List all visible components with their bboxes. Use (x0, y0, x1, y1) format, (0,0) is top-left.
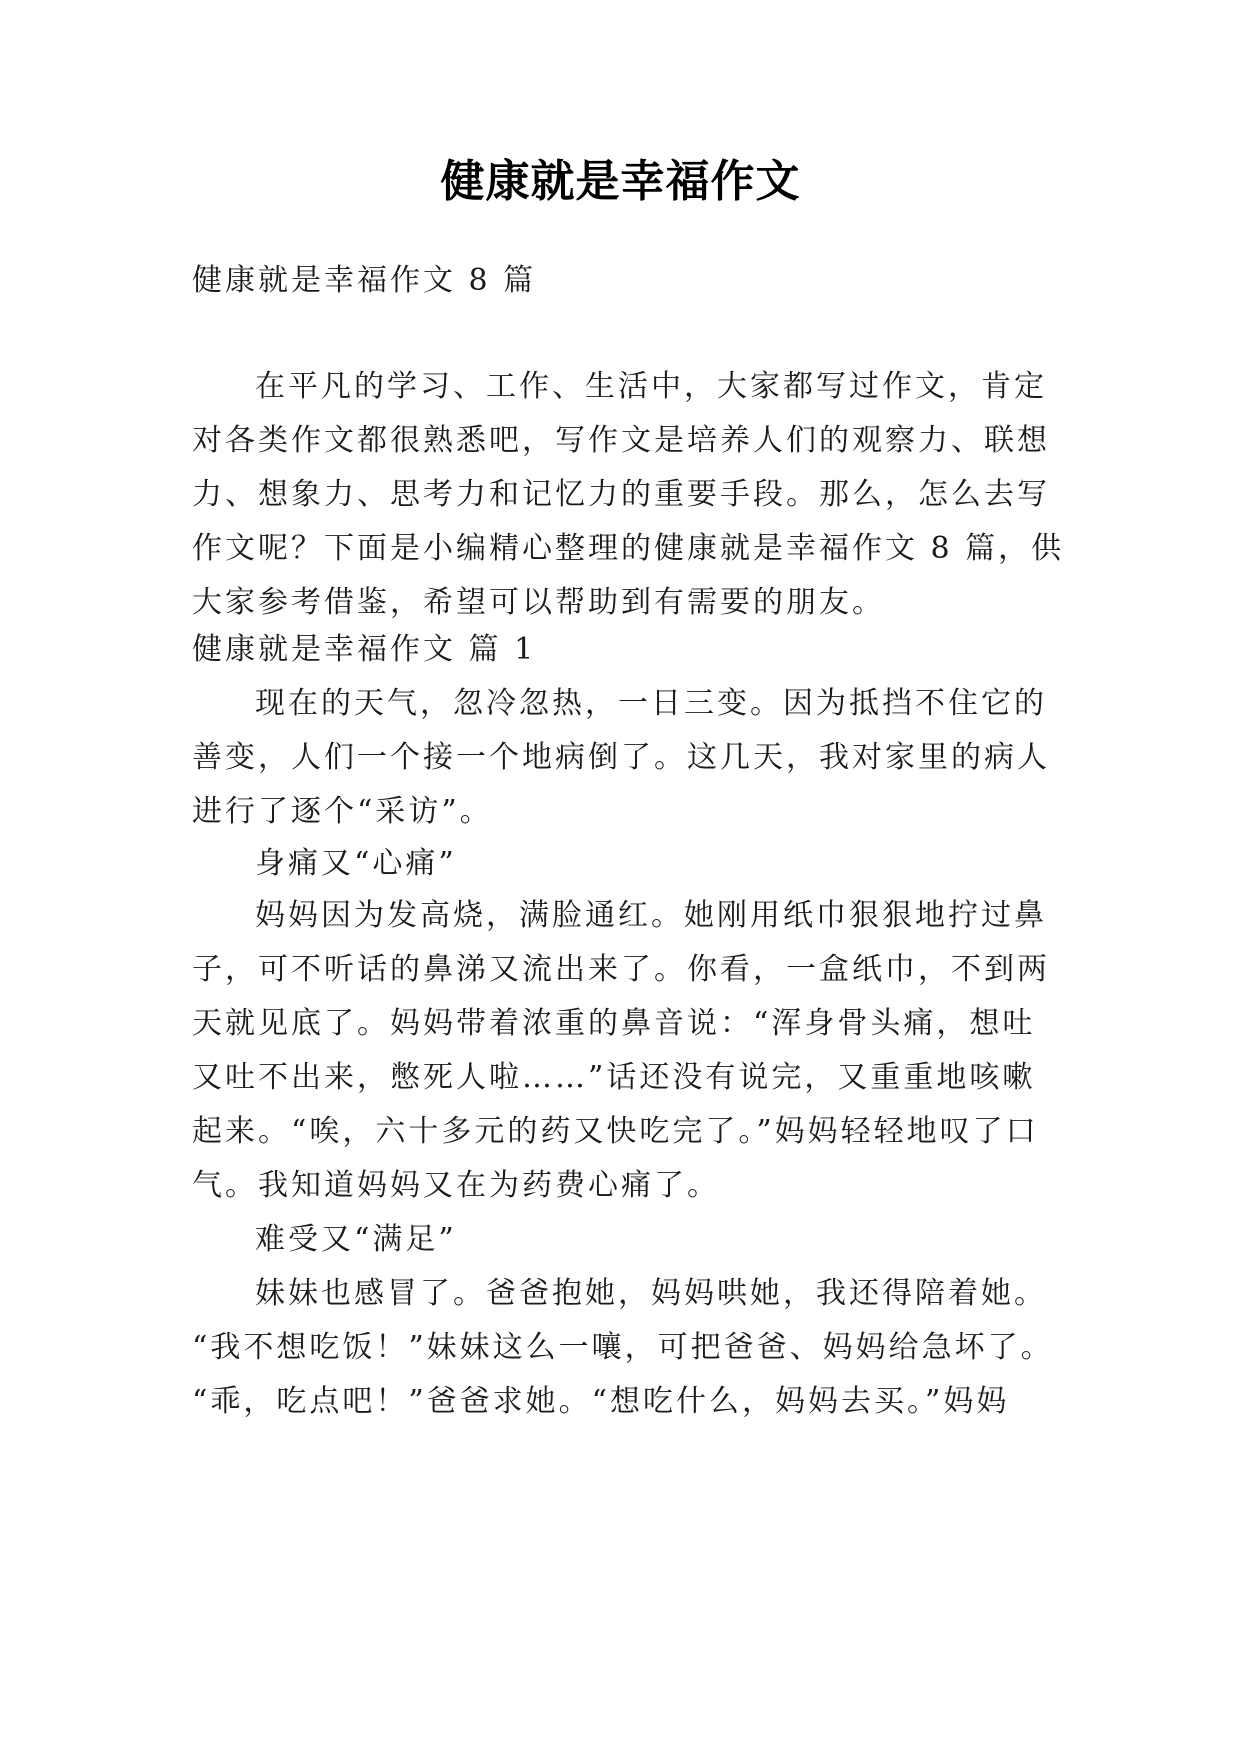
para3-line-1: 妹妹也感冒了。爸爸抱她，妈妈哄她，我还得陪着她。 (255, 1276, 1047, 1311)
para2-line-4: 又吐不出来，憋死人啦……”话还没有说完，又重重地咳嗽 (192, 1060, 1036, 1095)
subheading-1: 身痛又“心痛” (255, 846, 457, 881)
para3-line-3: “乖，吃点吧！”爸爸求她。“想吃什么，妈妈去买。”妈妈 (192, 1384, 1010, 1419)
subheading-2: 难受又“满足” (255, 1222, 457, 1257)
intro-line-4: 作文呢？下面是小编精心整理的健康就是幸福作文 8 篇，供 (192, 531, 1065, 566)
para1-line-2: 善变，人们一个接一个地病倒了。这几天，我对家里的病人 (192, 740, 1050, 775)
document-subtitle: 健康就是幸福作文 8 篇 (192, 263, 537, 298)
section-heading: 健康就是幸福作文 篇 1 (192, 632, 537, 667)
document-title: 健康就是幸福作文 (440, 156, 801, 207)
intro-line-1: 在平凡的学习、工作、生活中，大家都写过作文，肯定 (255, 369, 1047, 404)
para3-line-2: “我不想吃饭！”妹妹这么一嚷，可把爸爸、妈妈给急坏了。 (192, 1330, 1054, 1365)
intro-line-5: 大家参考借鉴，希望可以帮助到有需要的朋友。 (192, 585, 885, 620)
para2-line-6: 气。我知道妈妈又在为药费心痛了。 (192, 1168, 720, 1203)
para1-line-1: 现在的天气，忽冷忽热，一日三变。因为抵挡不住它的 (255, 686, 1047, 721)
para2-line-5: 起来。“唉，六十多元的药又快吃完了。”妈妈轻轻地叹了口 (192, 1114, 1039, 1149)
intro-line-2: 对各类作文都很熟悉吧，写作文是培养人们的观察力、联想 (192, 423, 1050, 458)
para2-line-1: 妈妈因为发高烧，满脸通红。她刚用纸巾狠狠地拧过鼻 (255, 898, 1047, 933)
para2-line-2: 子，可不听话的鼻涕又流出来了。你看，一盒纸巾，不到两 (192, 952, 1050, 987)
intro-line-3: 力、想象力、思考力和记忆力的重要手段。那么，怎么去写 (192, 477, 1050, 512)
para1-line-3: 进行了逐个“采访”。 (192, 794, 493, 829)
para2-line-3: 天就见底了。妈妈带着浓重的鼻音说：“浑身骨头痛，想吐 (192, 1006, 1036, 1041)
